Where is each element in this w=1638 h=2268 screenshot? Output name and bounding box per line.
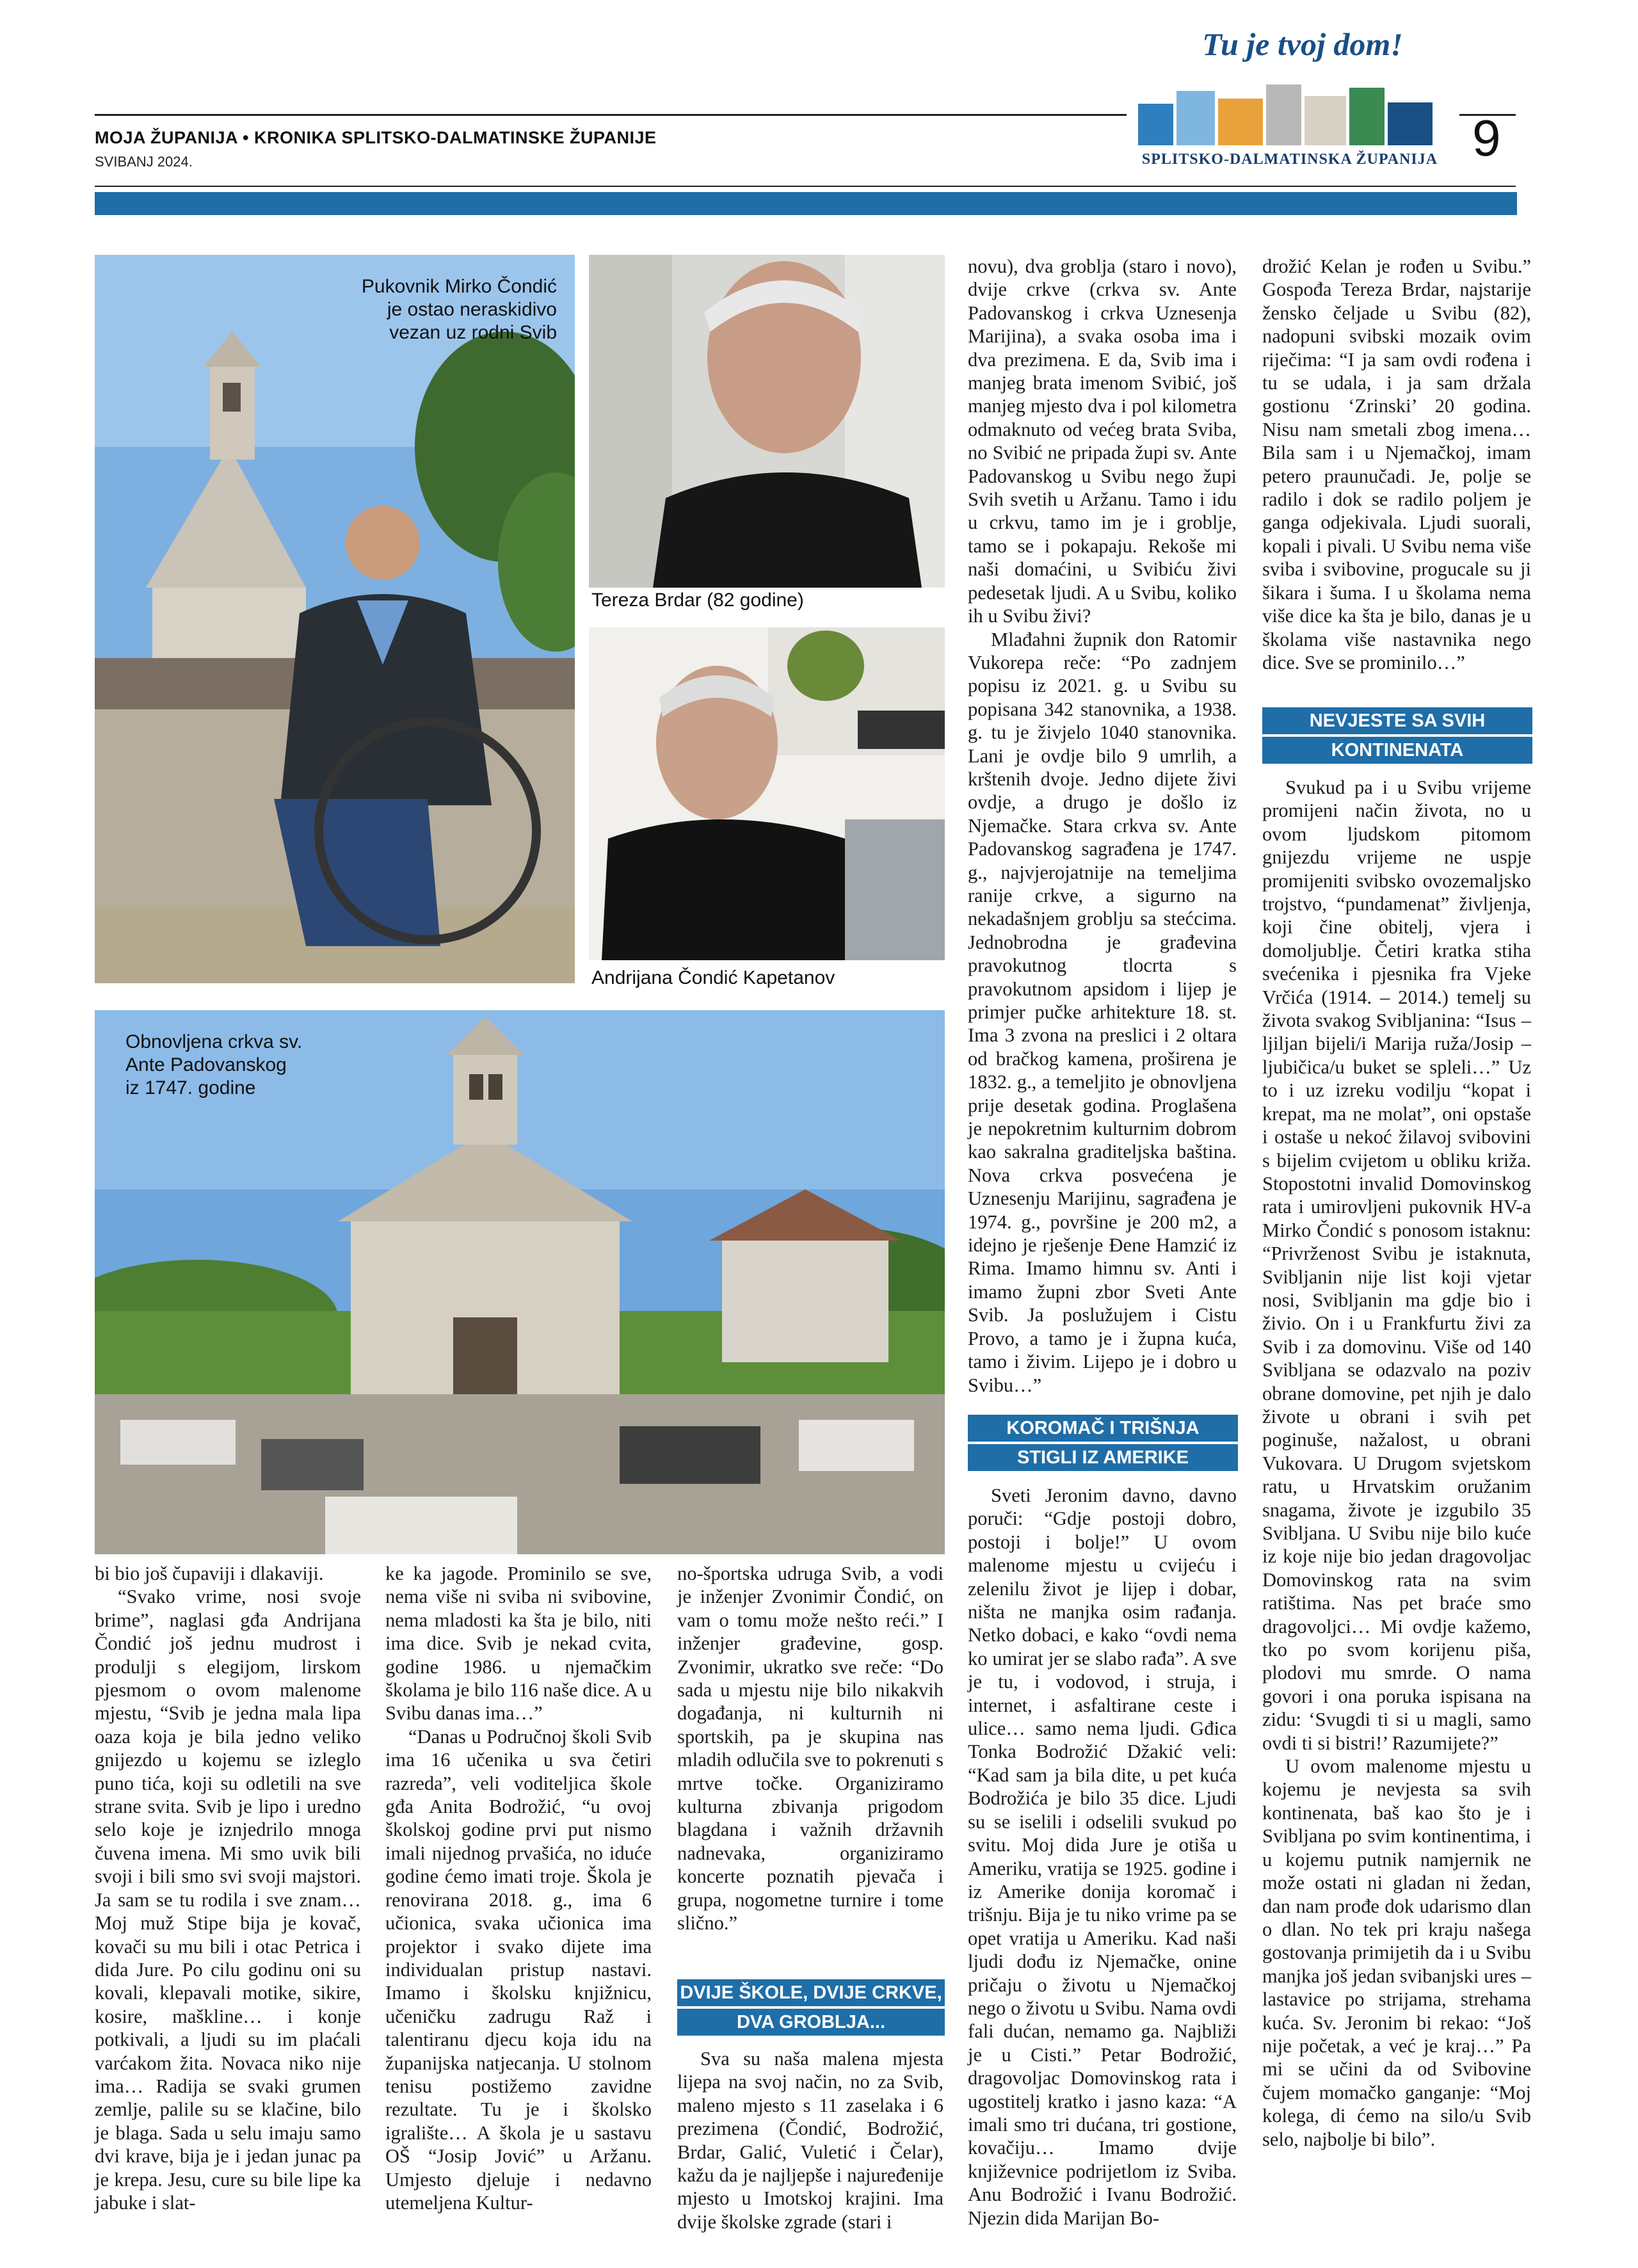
column-1 bbox=[95, 1562, 361, 2214]
county-logo bbox=[1127, 26, 1459, 170]
paragraph: “Svako vrime, nosi svoje brime”, naglasi gđa Andrijana Čondić još jednu mudrost i produlji s elegijom, lirskom pjesmom o ovom malenome mjestu, “Svib je jedna mala lipa oaza koja je bila jedno veliko gnijezdo u kojemu se izleglo puno tića, koji su odletili na sve strane svita. Svib je lipo i uredno selo koje je iznjedrilo mnoga čuvena imena. Mi smo uvik bili svoji i bili smo svi svoji majstori. Ja sam se tu rodila i sve znam… Moj muž Stipe bija je kovač, kovači su mu bili i otac Petrica i dida Jure. Po cilu godinu oni su kovali, klepavali motike, sikire, kosire, maškline… i konje potkivali, a ljudi su im plaćali varćakom žita. Novaca niko nije ima… Radija se svaki grumen zemlje, palile su se klačine, bilo je blaga. Sada u selu imaju samo dvi krave, bija je i jedan junac pa je krepa. Jesu, cure su bile lipe ka jabuke i slat- bbox=[95, 1586, 361, 2214]
paragraph: novu), dva groblja (staro i novo), dvije crkve (crkva sv. Ante Padovanskog i crkva Uznesenja Marijina), a svaka osoba ima i dva prezimena. E da, Svib ima i manjeg brata imenom Svibić, još manjeg mjesto dva i pol kilometra odmaknuto od većeg brata Sviba, no Svibić ne pripada župi sv. Ante Padovanskog u Svibu nego župi Svih svetih u Aržanu. Tamo i idu u crkvu, tamo im je i groblje, tamo se i pokapaju. Rekoše mi naši domaćini, u Svibiću živi pedesetak ljudi. A u Svibu, koliko ih u Svibu živi? bbox=[968, 255, 1237, 627]
logo-county-name: SPLITSKO-DALMATINSKA ŽUPANIJA bbox=[1141, 151, 1438, 168]
subheading-line: KOROMAČ I TRIŠNJA bbox=[968, 1415, 1238, 1442]
photo-andrijana-condic bbox=[589, 627, 945, 960]
caption-mirko: Pukovnik Mirko Čondić je ostao neraskidivo vezan uz rodni Svib bbox=[361, 276, 557, 343]
column-4 bbox=[968, 255, 1237, 1397]
logo-mosaic-icon bbox=[1138, 84, 1433, 145]
logo-slogan: Tu je tvoj dom! bbox=[1202, 26, 1403, 62]
subheading-brides bbox=[1262, 707, 1532, 764]
page-number: 9 bbox=[1472, 109, 1501, 166]
subheading-fennel-cherry bbox=[968, 1415, 1238, 1471]
paragraph: Mlađahni župnik don Ratomir Vukorepa reče: “Po zadnjem popisu iz 2021. g. u Svibu su popisana 342 stanovnika, a 1938. g. tu je živjelo 1040 stanovnika. Lani je ovdje bilo 9 umrlih, a krštenih dvoje. Jedno dijete živi ovdje, a drugo je došlo iz Njemačke. Stara crkva sv. Ante Padovanskog sagrađena je 1747. g., najvjerojatnije na temeljima ranije crkve, a sigurno na nekadašnjem groblju sa stećcima. Jednobrodna je građevina pravokutnog tlocrta s pravokutnom apsidom i lijep je primjer pučke arhitekture 18. st. Ima 3 zvona na preslici i 2 oltara od bračkog kamena, proširena je 1832. g., a temeljito je obnovljena prije desetak godina. Proglašena je nepokretnim kulturnim dobrom kao sakralna graditeljska baština. Nova crkva posvećena je Uznesenju Marijinu, sagrađena je 1974. g., površine je 200 m2, a idejno je rješenje Đene Hamzić iz Rima. Imamo himnu sv. Anti i imamo župni zbor Sveti Ante Svib. Ja poslužujem i Cistu Provo, a tamo je i župna kuća, tamo i živim. Lijepo je i dobro u Svibu…” bbox=[968, 628, 1237, 1396]
paragraph: Sva su naša malena mjesta lijepa na svoj način, no za Svib, maleno mjesto s 11 zaselaka i 6 prezimena (Čondić, Bodrožić, Brdar, Galić, Vuletić i Čelar), kažu da je najljepše i najuređenije mjesto u Imotskoj krajini. Ima dvije školske zgrade (stari i bbox=[677, 2048, 943, 2233]
subheading-line: KONTINENATA bbox=[1262, 737, 1532, 764]
header-bottom-rule bbox=[95, 186, 1516, 187]
header-accent-bar bbox=[95, 192, 1517, 215]
paragraph: no-športska udruga Svib, a vodi je inženjer Zvonimir Čondić, on vam o tomu može nešto reći.” I inženjer građevine, gosp. Zvonimir, ukratko sve reče: “Do sada u mjestu nije bilo nikakvih događanja, ni kulturnih ni sportskih, pa je skupina nas mladih odlučila sve to pokrenuti s mrtve točke. Organiziramo kulturna zbivanja prigodom blagdana i važnih državnih nadnevaka, organiziramo koncerte poznatih pjevača i grupa, nogometne turnire i tome slično.” bbox=[677, 1563, 943, 1934]
subheading-line: DVIJE ŠKOLE, DVIJE CRKVE, bbox=[677, 1979, 945, 2006]
photo-tereza-brdar bbox=[589, 255, 945, 588]
paragraph: “Danas u Područnoj školi Svib ima 16 učenika u sva četiri razreda”, veli voditeljica škole gđa Anita Bodrožić, “u ovoj školskoj godine prvi put nismo imali nijednog prvašića, no iduće godine ćemo imati troje. Škola je renovirana 2018. g., ima 6 učionica, svaka učionica ima projektor i svako dijete ima individualan pristup nastavi. Imamo i školsku knjižnicu, učeničku zadrugu Raž i talentiranu djecu koja idu na županijska natjecanja. U stolnom tenisu postižemo zavidne rezultate. Tu je i školsko igralište… A škola je u sastavu OŠ “Josip Jović” u Aržanu. Umjesto djeluje i nedavno utemeljena Kultur- bbox=[385, 1725, 652, 2214]
caption-church: Obnovljena crkva sv. Ante Padovanskog iz 1747. godine bbox=[125, 1031, 303, 1098]
column-3 bbox=[677, 1562, 943, 1935]
subheading-line: DVA GROBLJA... bbox=[677, 2009, 945, 2036]
paragraph: Sveti Jeronim davno, davno poruči: “Gdje postoji dobro, postoji i bolje!” U ovom malenome mjestu u cvijeću i zelenilu život je lijep i dobar, ništa ne manjka osim rađanja. Netko dobaci, e kako “ovdi nema ko umirat jer se slabo rađa”. A sve je tu, i vodovod, i struja, i internet, i asfaltirane ceste i ulice… samo nema ljudi. Gđica Tonka Bodrožić Džakić veli: “Kad sam ja bila dite, u pet kuća Bodrožića je bilo 35 dice. Ljudi su se iselili i odselili svukud po svitu. Moj dida Jure je otiša u Ameriku, vratija se 1925. godine i iz Amerike donija koromač i trišnju. Bija je tu niko vrime pa se opet vratija u Ameriku. Kad naši ljudi dođu iz Njemačke, onine pričaju o životu u Njemačkoj nego o životu u Svibu. Nama ovdi fali dućan, nemamo ga. Najbliži je u Cisti.” Petar Bodrožić, dragovoljac Domovinskog rata i ugostitelj kratko i jasno kaza: “A imali smo tri dućana, tri gostione, kovačiju… Imamo dvije književnice podrijetlom iz Sviba. Anu Bodrožić i Ivanu Bodrožić. Njezin dida Marijan Bo- bbox=[968, 1484, 1237, 2229]
column-3-continued bbox=[677, 2047, 943, 2233]
paragraph: Svukud pa i u Svibu vrijeme promijeni način života, no u ovom ljudskom pitomom gnijezdu vrijeme ne uspje promijeniti svibsko ovozemaljsko trojstvo, “pundamenat” življenja, koji čine obitelj, vjera i domoljublje. Četiri kratka stiha svećenika i pjesnika fra Vjeke Vrčića (1914. – 2014.) temelj su života svakog Svibljanina: “Isus – ljiljan bijeli/i Marija ruža/Josip – ljubičica/u buket se spleli…” Uz to i uz izreku vodilju “kopat i krepat, ma ne molat”, oni opstaše i ostaše u nekoć žilavoj svibovini s bijelim cvijetom u obliku križa. Stopostotni invalid Domovinskog rata i umirovljeni pukovnik HV-a Mirko Čondić s ponosom istaknu: “Privrženost Svibu je istaknuta, Svibljanin nije list koji vjetar nosi, Svibljanin ma gdje bio i živio. On i u Frankfurtu živi za Svib i za domovinu. Više od 140 Svibljana se odazvalo na poziv obrane domovine, pet njih je dalo živote u obrani i svih pet poginuše, nažalost, u obrani Vukovara. U Drugom svjetskom ratu, u Hrvatskim oružanim snagama, živote je izgubilo 35 Svibljana. U Svibu nije bilo kuće iz koje nije bio jedan dragovoljac Domovinskog rata na svim ratištima. Nas pet braće smo dragovoljci… Mi ovdje kažemo, tko po svom korijenu piša, plodovi mu smrde. O nama govori i ona poruka ispisana na zidu: ‘Svugdi ti si u magli, samo ovdi ti si bistri!’ Razumijete?” bbox=[1262, 776, 1531, 1754]
paragraph: drožić Kelan je rođen u Svibu.” Gospođa Tereza Brdar, najstarije žensko čeljade u Svibu (82), nadopuni svibski mozaik ovim riječima: “I ja sam ovdi rođena i tu se udala, i ja sam držala gostionu ‘Zrinski’ 20 godina. Nisu nam smetali zbog imena… Bila sam i u Njemačkoj, imam petero praunučadi. Je, polje se radilo i dok se radilo poljem je ganga odjekivala. Ljudi suorali, kopali i pivali. U Svibu nema više sviba i svibovine, progucale su ji šikara i šuma. I u školama nema više dice ka šta je bilo, danas je u školama više nastavnika nego dice. Sve se prominilo…” bbox=[1262, 255, 1531, 673]
photo-mirko-condic bbox=[95, 255, 575, 983]
column-2 bbox=[385, 1562, 652, 2214]
subheading-line: STIGLI IZ AMERIKE bbox=[968, 1444, 1238, 1471]
caption-tereza: Tereza Brdar (82 godine) bbox=[591, 590, 804, 611]
subheading-schools-churches bbox=[677, 1979, 945, 2036]
paragraph: bi bio još čupaviji i dlakaviji. bbox=[95, 1563, 324, 1584]
caption-andrijana: Andrijana Čondić Kapetanov bbox=[591, 967, 835, 988]
issue-date: SVIBANJ 2024. bbox=[95, 154, 193, 170]
paragraph: ke ka jagode. Prominilo se sve, nema više ni sviba ni svibovine, nema mladosti ka šta je bilo, niti ima dice. Svib je nekad cvita, godine 1986. u njemačkim školama je bilo 116 naše dice. A u Svibu danas ima…” bbox=[385, 1563, 652, 1725]
column-4-continued bbox=[968, 1484, 1237, 2230]
section-title: MOJA ŽUPANIJA • KRONIKA SPLITSKO-DALMATINSKE ŽUPANIJE bbox=[95, 128, 657, 147]
column-5 bbox=[1262, 255, 1531, 674]
paragraph: U ovom malenome mjestu u kojemu je nevjesta sa svih kontinenata, baš kao što je i Svibljana po svim kontinentima, i u kojemu putnik namjernik ne može ostati ni gladan ni žedan, dan nam prođe dok udarismo dlan o dlan. No tek pri kraju našega gostovanja primijetih da i u Svibu manjka još jedan svibanjski ures – lastavice po strijama, strehama kuća. Sv. Jeronim bi rekao: “Još nije početak, a već je kraj…” Pa mi se učini da od Svibovine čujem momačko ganganje: “Moj kolega, di ćemo na silo/u Svib selo, najbolje bi bilo”. bbox=[1262, 1755, 1531, 2150]
column-5-continued bbox=[1262, 776, 1531, 2151]
subheading-line: NEVJESTE SA SVIH bbox=[1262, 707, 1532, 734]
